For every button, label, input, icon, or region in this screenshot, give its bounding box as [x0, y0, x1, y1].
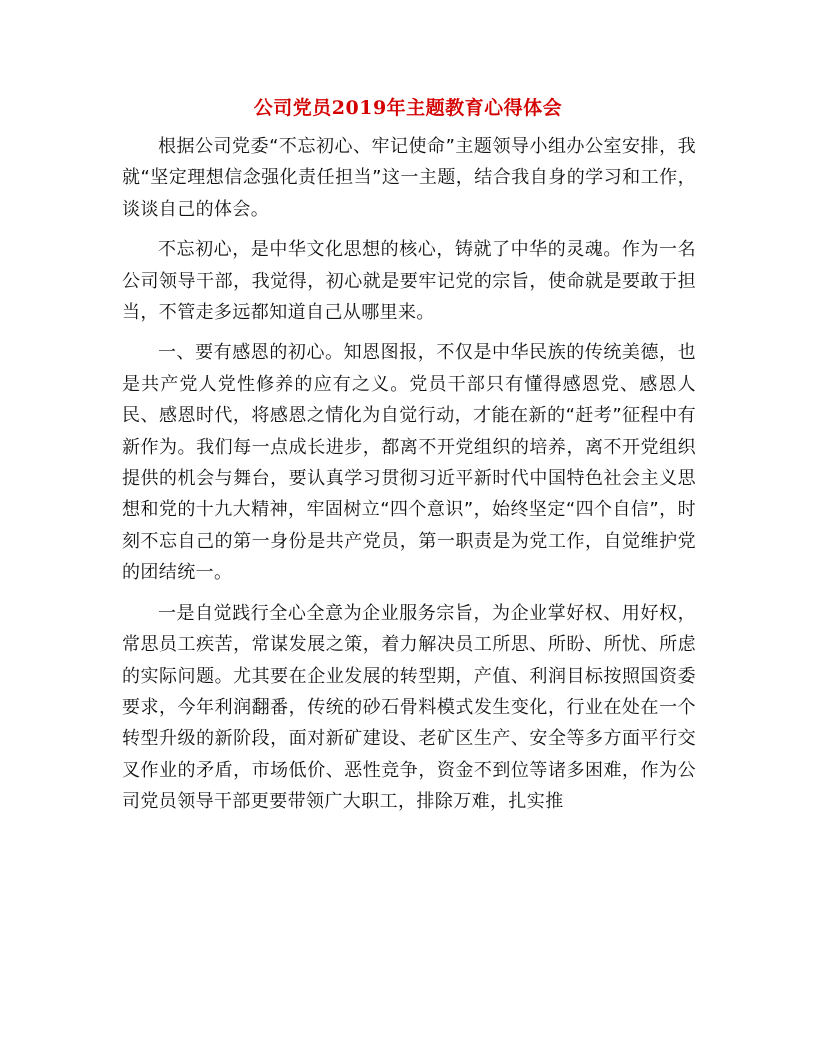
paragraph-3: 一、要有感恩的初心。知恩图报，不仅是中华民族的传统美德，也是共产党人党性修养的应有之义。党员干部只有懂得感恩党、感恩人民、感恩时代，将感恩之情化为自觉行动，才能在新的“赶考”征程中有新作为。我们每一点成长进步，都离不开党组织的培养，离不开党组织提供的机会与舞台，要认真学习贯彻习近平新时代中国特色社会主义思想和党的十九大精神，牢固树立“四个意识”，始终坚定“四个自信”，时刻不忘自己的第一身份是共产党员，第一职责是为党工作，自觉维护党的团结统一。: [122, 342, 696, 584]
paragraph-2: 不忘初心，是中华文化思想的核心，铸就了中华的灵魂。作为一名公司领导干部，我觉得，初心就是要牢记党的宗旨，使命就是要敢于担当，不管走多远都知道自己从哪里来。: [122, 239, 696, 324]
document-title: 公司党员2019年主题教育心得体会: [253, 97, 563, 119]
paragraph-1: 根据公司党委“不忘初心、牢记使命”主题领导小组办公室安排，我就“坚定理想信念强化责任担当”这一主题，结合我自身的学习和工作，谈谈自己的体会。: [122, 136, 696, 220]
document-body: [122, 131, 696, 827]
paragraph-4: 一是自觉践行全心全意为企业服务宗旨，为企业掌好权、用好权，常思员工疾苦，常谋发展之策，着力解决员工所思、所盼、所忧、所虑的实际问题。尤其要在企业发展的转型期，产值、利润目标按照国资委要求，今年利润翻番，传统的砂石骨料模式发生变化，行业在处在一个转型升级的新阶段，面对新矿建设、老矿区生产、安全等多方面平行交叉作业的矛盾，市场低价、恶性竞争，资金不到位等诸多困难，作为公司党员领导干部更要带领广大职工，排除万难，扎实推: [122, 602, 696, 813]
